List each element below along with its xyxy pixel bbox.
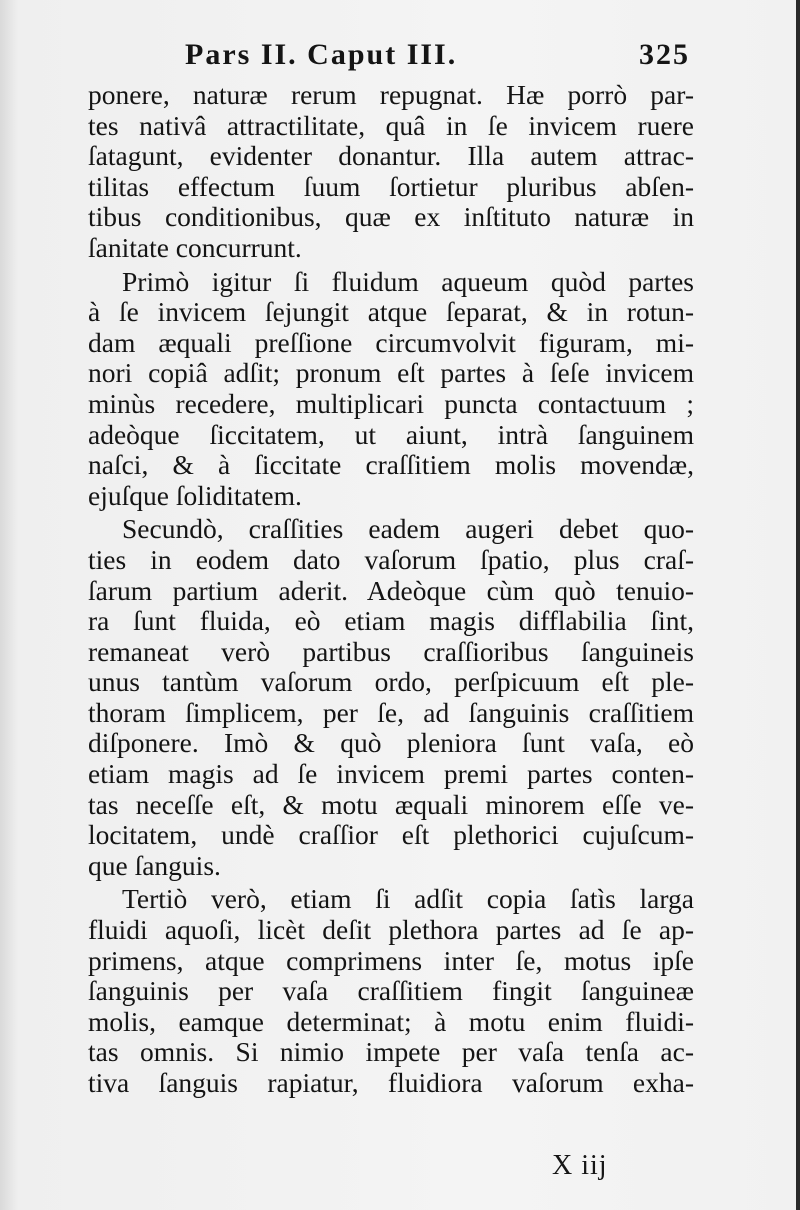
text-line: tas neceſſe eſt, & motu æquali minorem eſſe ve- <box>88 788 694 820</box>
text-line: ponere, naturæ rerum repugnat. Hæ porrò par- <box>88 79 694 110</box>
text-line: ſanitate concurrunt. <box>88 231 302 263</box>
text-line: dam æquali preſſione circumvolvit figuram, mi- <box>88 326 694 358</box>
text-line: thoram ſimplicem, per ſe, ad ſanguinis craſſitiem <box>88 696 694 728</box>
paragraph <box>88 884 694 1098</box>
text-line: ra ſunt fluida, eò etiam magis difflabilia ſint, <box>88 605 694 637</box>
page-header <box>185 38 690 78</box>
text-line: tibus conditionibus, quæ ex inſtituto naturæ in <box>88 201 694 233</box>
paragraph <box>88 80 694 264</box>
text-line: que ſanguis. <box>88 849 221 881</box>
text-line: ſatagunt, evidenter donantur. Illa autem attrac- <box>88 140 694 172</box>
text-line: locitatem, undè craſſior eſt plethorici cujuſcum- <box>88 819 694 851</box>
text-line: tilitas effectum ſuum ſortietur pluribus abſen- <box>88 170 694 202</box>
text-line: remaneat verò partibus craſſioribus ſanguineis <box>88 635 694 667</box>
text-line: Tertiò verò, etiam ſi adſit copia ſatìs larga <box>122 883 694 915</box>
paragraph <box>88 514 694 881</box>
body-text <box>88 80 694 1102</box>
text-line: naſci, & à ſiccitate craſſitiem molis movendæ, <box>88 449 694 481</box>
text-line: ties in eodem dato vaſorum ſpatio, plus craſ- <box>88 543 694 575</box>
text-line: Primò igitur ſi fluidum aqueum quòd partes <box>122 265 694 297</box>
text-line: adeòque ſiccitatem, ut aiunt, intrà ſanguinem <box>88 418 694 450</box>
text-line: tas omnis. Si nimio impete per vaſa tenſa ac- <box>88 1036 694 1068</box>
text-line: Secundò, craſſities eadem augeri debet quo- <box>122 513 694 545</box>
text-line: tiva ſanguis rapiatur, fluidiora vaſorum exha- <box>88 1067 694 1098</box>
text-line: minùs recedere, multiplicari puncta contactuum ; <box>88 387 694 419</box>
text-line: ſanguinis per vaſa craſſitiem fingit ſanguineæ <box>88 975 694 1007</box>
text-line: ſarum partium aderit. Adeòque cùm quò tenuio- <box>88 574 694 606</box>
text-line: à ſe invicem ſejungit atque ſeparat, & in rotun- <box>88 296 694 328</box>
running-head: Pars II. Caput III. <box>185 38 458 71</box>
text-line: ejuſque ſoliditatem. <box>88 479 302 511</box>
text-line: tes nativâ attractilitate, quâ in ſe invicem ruere <box>88 109 694 141</box>
text-line: etiam magis ad ſe invicem premi partes conten- <box>88 758 694 790</box>
text-line: molis, eamque determinat; à motu enim fluidi- <box>88 1005 694 1037</box>
text-line: diſponere. Imò & quò pleniora ſunt vaſa, eò <box>88 727 694 759</box>
text-line: unus tantùm vaſorum ordo, perſpicuum eſt ple- <box>88 666 694 698</box>
page-number: 325 <box>639 38 690 71</box>
text-line: primens, atque comprimens inter ſe, motus ipſe <box>88 944 694 976</box>
signature-mark: X iij <box>552 1150 608 1181</box>
text-line: nori copiâ adſit; pronum eſt partes à ſeſe invicem <box>88 357 694 389</box>
text-line: fluidi aquoſi, licèt deſit plethora partes ad ſe ap- <box>88 914 694 946</box>
paragraph <box>88 267 694 512</box>
